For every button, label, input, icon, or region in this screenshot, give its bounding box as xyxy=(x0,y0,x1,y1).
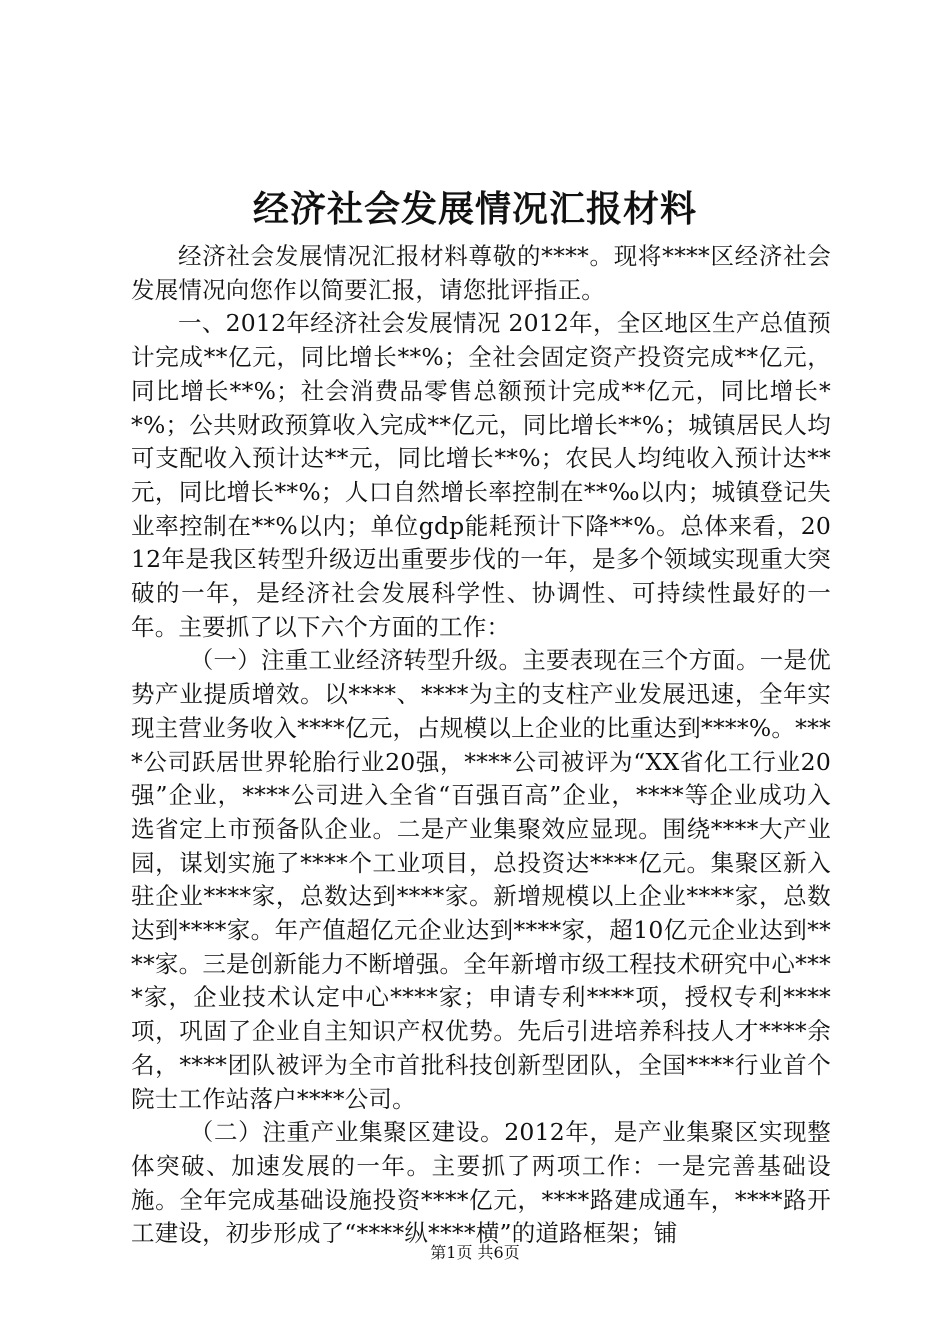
paragraph-cluster: （二）注重产业集聚区建设。2012年，是产业集聚区实现整体突破、加速发展的一年。主要抓了两项工作：一是完善基础设施。全年完成基础设施投资****亿元，****路建成通车，****路开工建设，初步形成了“****纵****横”的道路框架；铺 xyxy=(131,1118,831,1248)
paragraph-section-one: 一、2012年经济社会发展情况 2012年，全区地区生产总值预计完成**亿元，同比增长**%；全社会固定资产投资完成**亿元，同比增长**%；社会消费品零售总额预计完成**亿元，同比增长**%；公共财政预算收入完成**亿元，同比增长**%；城镇居民人均可支配收入预计达**元，同比增长**%；农民人均纯收入预计达**元，同比增长**%；人口自然增长率控制在**‰以内；城镇登记失业率控制在**%以内；单位gdp能耗预计下降**%。总体来看，2012年是我区转型升级迈出重要步伐的一年，是多个领域实现重大突破的一年，是经济社会发展科学性、协调性、可持续性最好的一年。主要抓了以下六个方面的工作： xyxy=(131,309,831,641)
page-number-footer: 第1页 共6页 xyxy=(430,1243,520,1262)
paragraph-industry: （一）注重工业经济转型升级。主要表现在三个方面。一是优势产业提质增效。以****、****为主的支柱产业发展迅速，全年实现主营业务收入****亿元，占规模以上企业的比重达到****%。****公司跃居世界轮胎行业20强，****公司被评为“XX省化工行业20强”企业，****公司进入全省“百强百高”企业，****等企业成功入选省定上市预备队企业。二是产业集聚效应显现。围绕****大产业园，谋划实施了****个工业项目，总投资达****亿元。集聚区新入驻企业****家，总数达到****家。新增规模以上企业****家，总数达到****家。年产值超亿元企业达到****家，超10亿元企业达到****家。三是创新能力不断增强。全年新增市级工程技术研究中心****家，企业技术认定中心****家；申请专利****项，授权专利****项，巩固了企业自主知识产权优势。先后引进培养科技人才****余名，****团队被评为全市首批科技创新型团队，全国****行业首个院士工作站落户****公司。 xyxy=(131,646,831,1113)
paragraph-intro: 经济社会发展情况汇报材料尊敬的****。现将****区经济社会发展情况向您作以简要汇报，请您批评指正。 xyxy=(131,242,831,304)
document-title: 经济社会发展情况汇报材料 xyxy=(252,188,697,230)
document-body xyxy=(131,240,831,1251)
